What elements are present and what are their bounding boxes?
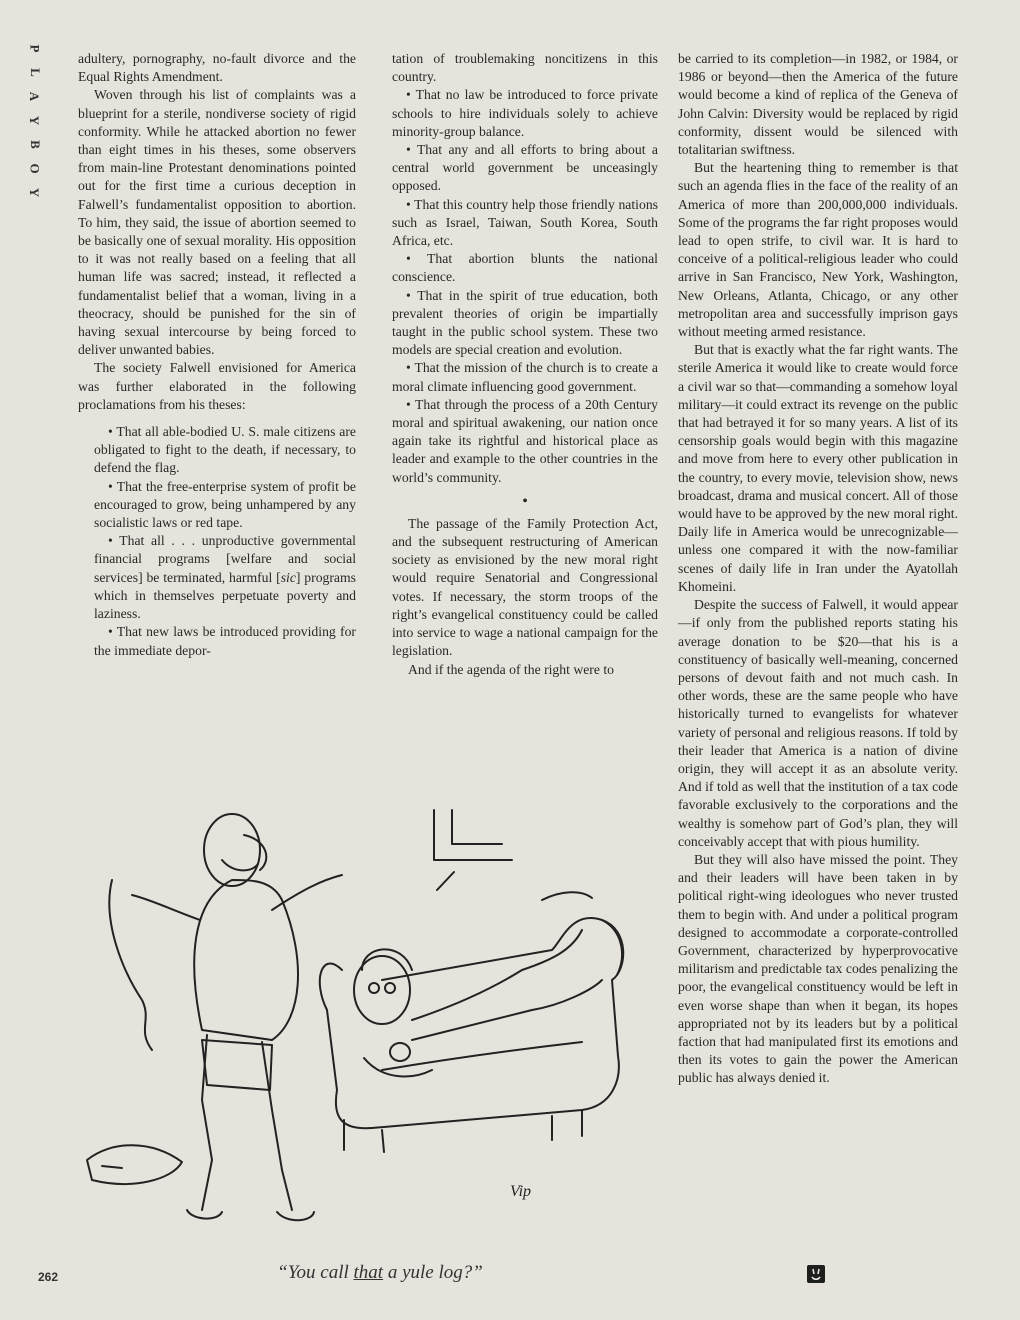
list-item: • That new laws be introduced providing for the immediate depor- <box>94 624 356 658</box>
paragraph: tation of troublemaking noncitizens in this country. <box>392 51 658 85</box>
caption-emphasis: that <box>353 1262 384 1283</box>
caption-text: “You call <box>277 1262 354 1283</box>
paragraph: adultery, pornography, no-fault divorce and the Equal Rights Amendment. <box>78 51 356 85</box>
man-figure <box>109 814 342 1220</box>
list-item: • That the free-enterprise system of profit be encouraged to grow, being unhampered by any socialistic laws or red tape. <box>94 478 356 531</box>
text-column-1 <box>78 50 356 660</box>
text-column-3 <box>678 50 958 1088</box>
list-item-text: • That all . . . unproductive governmental financial programs [welfare and social services] be terminated, harmful [ <box>94 533 356 585</box>
section-separator: • <box>522 492 528 510</box>
paragraph: But they will also have missed the point. They and their leaders will have been taken in by political right-wing ideologues who never trusted them to begin with. And under a political program designed to accommodate a corporate-controlled Government, characterized by hyperprovocative militarism and predictable tax codes penalizing the poor, the evangelical constituency would be left in even worse shape than when it began, its hopes appropriated not by its leaders but by a political faction that had manipulated first its emotions and then its votes to gain the power the American public has always denied it. <box>678 851 958 1086</box>
list-item: • That in the spirit of true education, both prevalent theories of origin be impartially taught in the public school system. These two models are special creation and evolution. <box>392 287 658 358</box>
cartoon-caption <box>250 1262 510 1284</box>
paragraph: But the heartening thing to remember is that such an agenda flies in the face of the reality of an America of more than 200,000,000 individuals. Some of the programs the far right proposes would lead to open strife, to civil war. It is hard to conceive of a political-religious leader who could arrive in San Francisco, New York, Washington, New Orleans, Atlanta, Chicago, or any other metropolitan area and successfully imprison gays without meeting armed resistance. <box>678 160 958 340</box>
side-title-letter: Y <box>27 115 43 126</box>
list-item: • That the mission of the church is to create a moral climate influencing good government. <box>392 360 658 394</box>
list-item: • That through the process of a 20th Century moral and spiritual awakening, our nation once again take its rightful and historical place as leader and example to the other countries in the world’s community. <box>392 396 658 485</box>
text-column-2 <box>392 50 658 679</box>
list-item-text: ] programs which in themselves perpetuate poverty and laziness. <box>94 569 356 622</box>
side-title-letter: Y <box>27 187 43 198</box>
rabbit-head-end-mark-icon <box>806 1264 826 1284</box>
sofa-drawing <box>320 918 623 1152</box>
list-item <box>94 532 356 623</box>
paragraph: But that is exactly what the far right wants. The sterile America it would like to create would force a civil war so that—commanding a somehow loyal military—it could extract its revenge on the public that had betrayed it for so many years. A list of its censorship goals would begin with this magazine and move from here to every other publication in the country, to every movie, television show, news broadcast, drama and musical concert. All of those would have to be approved by the new moral right. Daily life in America would be unrecognizable—unless one compared it with the now-familiar scenes of daily life in Iran under the Ayatollah Khomeini. <box>678 342 958 594</box>
caption-text: a yule log?” <box>383 1262 483 1283</box>
proclamations-list <box>94 423 356 660</box>
list-item: • That no law be introduced to force private schools to hire individuals solely to achieve minority-group balance. <box>392 87 658 139</box>
side-title-letter: O <box>27 163 43 174</box>
side-title-letter: L <box>27 68 43 77</box>
paragraph: The society Falwell envisioned for America was further elaborated in the following proclamations from his theses: <box>78 360 356 412</box>
side-title-letter: P <box>27 44 43 53</box>
paragraph: And if the agenda of the right were to <box>408 661 615 677</box>
side-title-letter: A <box>27 91 43 102</box>
cartoon-illustration <box>82 780 660 1248</box>
side-title-letter: B <box>27 140 43 149</box>
list-item: • That abortion blunts the national conscience. <box>392 251 658 285</box>
list-item: • That all able-bodied U. S. male citizens are obligated to fight to the death, if necessary, to defend the flag. <box>94 424 356 476</box>
yule-log-drawing <box>87 1145 182 1184</box>
wall-frame-drawing <box>434 810 512 890</box>
woman-figure <box>354 892 602 1076</box>
paragraph: The passage of the Family Protection Act, and the subsequent restructuring of American society as envisioned by the new moral right would require Senatorial and Congressional votes. If necessary, the storm troops of the right’s evangelical constituency could be called into service to wage a national campaign for the legislation. <box>392 515 658 659</box>
paragraph: Despite the success of Falwell, it would appear—if only from the published reports stating his average donation to be $20—that his is a constituency of basically well-meaning, concerned persons of devout faith and not much cash. In other words, these are the same people who have historically turned to evangelists for whatever variety of personal and religious reasons. If told by their leader that America is a nation of divine origin, they will accept it as an absolute verity. And if told as well that the institution of a tax code favorable exclusively to the corporations and the wealthy is somehow part of God’s plan, they will conceivably accept that with pious humility. <box>678 597 958 849</box>
sic-marker: sic <box>280 569 296 585</box>
cartoon-signature: Vip <box>510 1183 532 1200</box>
paragraph: be carried to its completion—in 1982, or 1984, or 1986 or beyond—then the America of the future would become a kind of replica of the Geneva of John Calvin: Diversity would be replaced by rigid conformity, dissent would be silenced with totalitarian swiftness. <box>678 51 958 158</box>
list-item: • That any and all efforts to bring about a central world government be unceasingly opposed. <box>392 142 658 194</box>
page-number: 262 <box>38 1270 59 1284</box>
paragraph: Woven through his list of complaints was a blueprint for a sterile, nondiverse society of rigid conformity. While he attacked abortion no fewer than eight times in his theses, some observers from main-line Protestant denominations pointed out for the first time a curious deception in Falwell’s fundamentalist opposition to abortion. To him, they said, the issue of abortion seemed to be basically one of sexual morality. His opposition to it was not really based on a feeling that all human life was sacred; instead, it reflected a fundamentalist belief that a woman, living in a theocracy, should be punished for the sin of having sexual intercourse by being forced to deliver unwanted babies. <box>78 87 356 358</box>
list-item: • That this country help those friendly nations such as Israel, Taiwan, South Korea, South Africa, etc. <box>392 196 658 249</box>
magazine-side-title <box>26 42 44 199</box>
